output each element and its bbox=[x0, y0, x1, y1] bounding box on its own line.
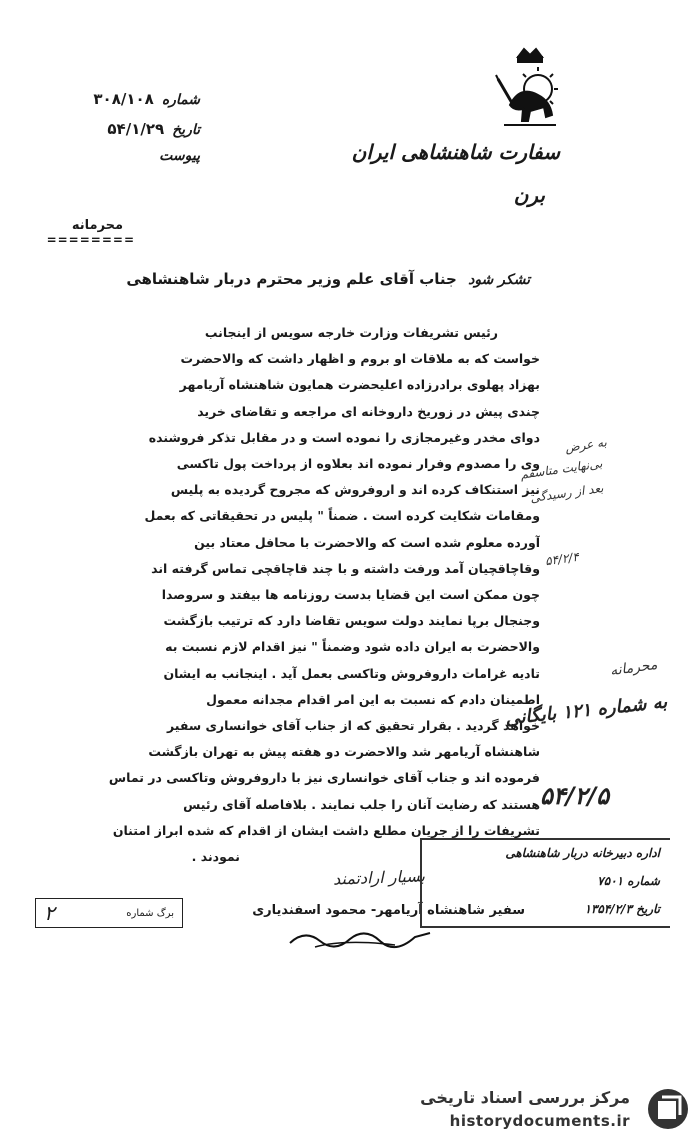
margin-note: محرمانه bbox=[609, 656, 659, 680]
classification-mark bbox=[46, 218, 135, 247]
attachment-label: پیوست bbox=[159, 148, 200, 164]
footer-url[interactable]: historydocuments.ir bbox=[449, 1112, 630, 1130]
footer-title: مرکز بررسی اسناد تاریخی bbox=[420, 1088, 630, 1107]
letter-body bbox=[80, 320, 540, 870]
body-line: والاحضرت به ایران داده شود وضمناً " نیز اقدام لازم نسبت به bbox=[165, 639, 540, 655]
body-line: ومقامات شکایت کرده است . ضمناً " پلیس در تحقیقاتی که بعمل bbox=[144, 508, 540, 524]
body-line: هستند که رضایت آنان را جلب نمایند . بلافاصله آقای رئیس bbox=[183, 796, 540, 812]
classification-underline: ======== bbox=[46, 233, 135, 247]
number-label: شماره bbox=[161, 92, 200, 108]
body-line: اطمینان دادم که نسبت به این امر اقدام مجدانه معمول bbox=[206, 691, 540, 707]
date-label: تاریخ bbox=[172, 122, 200, 138]
number-row bbox=[85, 90, 200, 108]
archive-logo-icon bbox=[646, 1087, 690, 1131]
body-line: خواست که به ملاقات او بروم و اظهار داشت که والاحضرت bbox=[180, 351, 540, 367]
margin-date: ۵۴/۲/۴ bbox=[544, 549, 580, 569]
registry-stamp bbox=[420, 838, 670, 928]
page-number-box bbox=[35, 898, 183, 928]
handwritten-date: ۵۴/۲/۵ bbox=[540, 782, 610, 810]
stamp-line: شماره ۷۵۰۱ bbox=[597, 874, 660, 888]
signature-title: سفیر شاهنشاه آریامهر- محمود اسفندیاری bbox=[252, 903, 525, 918]
body-line: بهزاد پهلوی برادرزاده اعلیحضرت همایون شاهنشاه آریامهر bbox=[179, 377, 540, 393]
stamp-line: تاریخ ۱۳۵۴/۲/۳ bbox=[584, 902, 660, 916]
page-number: ۲ bbox=[44, 901, 55, 925]
archive-note: به شماره ۱۲۱ بایگانی bbox=[504, 691, 669, 730]
number-value: ۳۰۸/۱۰۸ bbox=[93, 90, 154, 108]
lion-and-sun-emblem bbox=[490, 45, 570, 135]
stamp-line: اداره دبیرخانه دربار شاهنشاهی bbox=[505, 846, 660, 860]
body-line: خواهد گردید . بقرار تحقیق که از جناب آقای خوانساری سفیر bbox=[166, 718, 540, 734]
body-line: آورده معلوم شده است که والاحضرت با محافل معتاد بین bbox=[194, 534, 540, 550]
body-line: نیز استنکاف کرده اند و اروفروش که مجروح گردیده به پلیس bbox=[170, 482, 540, 498]
body-line: دوای مخدر وغیرمجازی را نموده است و در مقابل تذکر فروشنده bbox=[148, 429, 540, 445]
body-line: چندی پیش در زوریخ داروخانه ای مراجعه و تقاضای خرید bbox=[197, 403, 540, 419]
date-row bbox=[90, 120, 200, 138]
body-line: وقاچاقچیان آمد ورفت داشته و با چند قاچاقچی تماس گرفته اند bbox=[151, 560, 540, 576]
salutation-text: جناب آقای علم وزیر محترم دربار شاهنشاهی bbox=[126, 270, 457, 288]
attachment-row bbox=[150, 148, 200, 164]
page-number-label: برگ شماره bbox=[126, 907, 174, 919]
body-line: تادیه غرامات داروفروش وتاکسی بعمل آید . اینجانب به ایشان bbox=[163, 665, 540, 681]
signature-handwritten: بسیار ارادتمند bbox=[332, 866, 426, 889]
body-line: رئیس تشریفات وزارت خارجه سویس از اینجانب bbox=[204, 325, 498, 340]
salutation bbox=[126, 270, 530, 288]
embassy-name: سفارت شاهنشاهی ایران bbox=[351, 140, 560, 164]
classification-label: محرمانه bbox=[71, 218, 124, 233]
margin-note-line: بی‌نهایت متاسفم bbox=[519, 456, 604, 482]
body-line: تشریفات را از جریان مطلع داشت ایشان از اقدام که شده ابراز امتنان bbox=[112, 822, 540, 838]
margin-note bbox=[564, 435, 607, 455]
body-line: وی را مصدوم وفرار نموده اند بعلاوه از پرداخت پول تاکسی bbox=[176, 456, 540, 472]
margin-note bbox=[529, 481, 604, 505]
signature-scribble bbox=[285, 925, 435, 951]
embassy-city: برن bbox=[513, 183, 545, 207]
date-value: ۵۴/۱/۲۹ bbox=[107, 120, 165, 138]
body-line: فرموده اند و جناب آقای خوانساری نیز با داروفروش وتاکسی در تماس bbox=[108, 770, 540, 786]
body-line: چون ممکن است این قضایا بدست روزنامه ها بیفتد و سروصدا bbox=[161, 587, 540, 603]
body-line: شاهنشاه آریامهر شد والاحضرت دو هفته پیش به تهران بازگشت bbox=[148, 744, 540, 760]
margin-note-line: به عرض bbox=[564, 435, 608, 455]
margin-note-line: بعد از رسیدگی bbox=[529, 480, 605, 506]
body-line: وجنجال برپا نمایند دولت سویس تقاضا دارد که ترتیب بازگشت bbox=[163, 613, 540, 629]
salutation-handwritten: تشکر شود bbox=[468, 272, 530, 288]
body-line: نمودند . bbox=[191, 849, 240, 865]
